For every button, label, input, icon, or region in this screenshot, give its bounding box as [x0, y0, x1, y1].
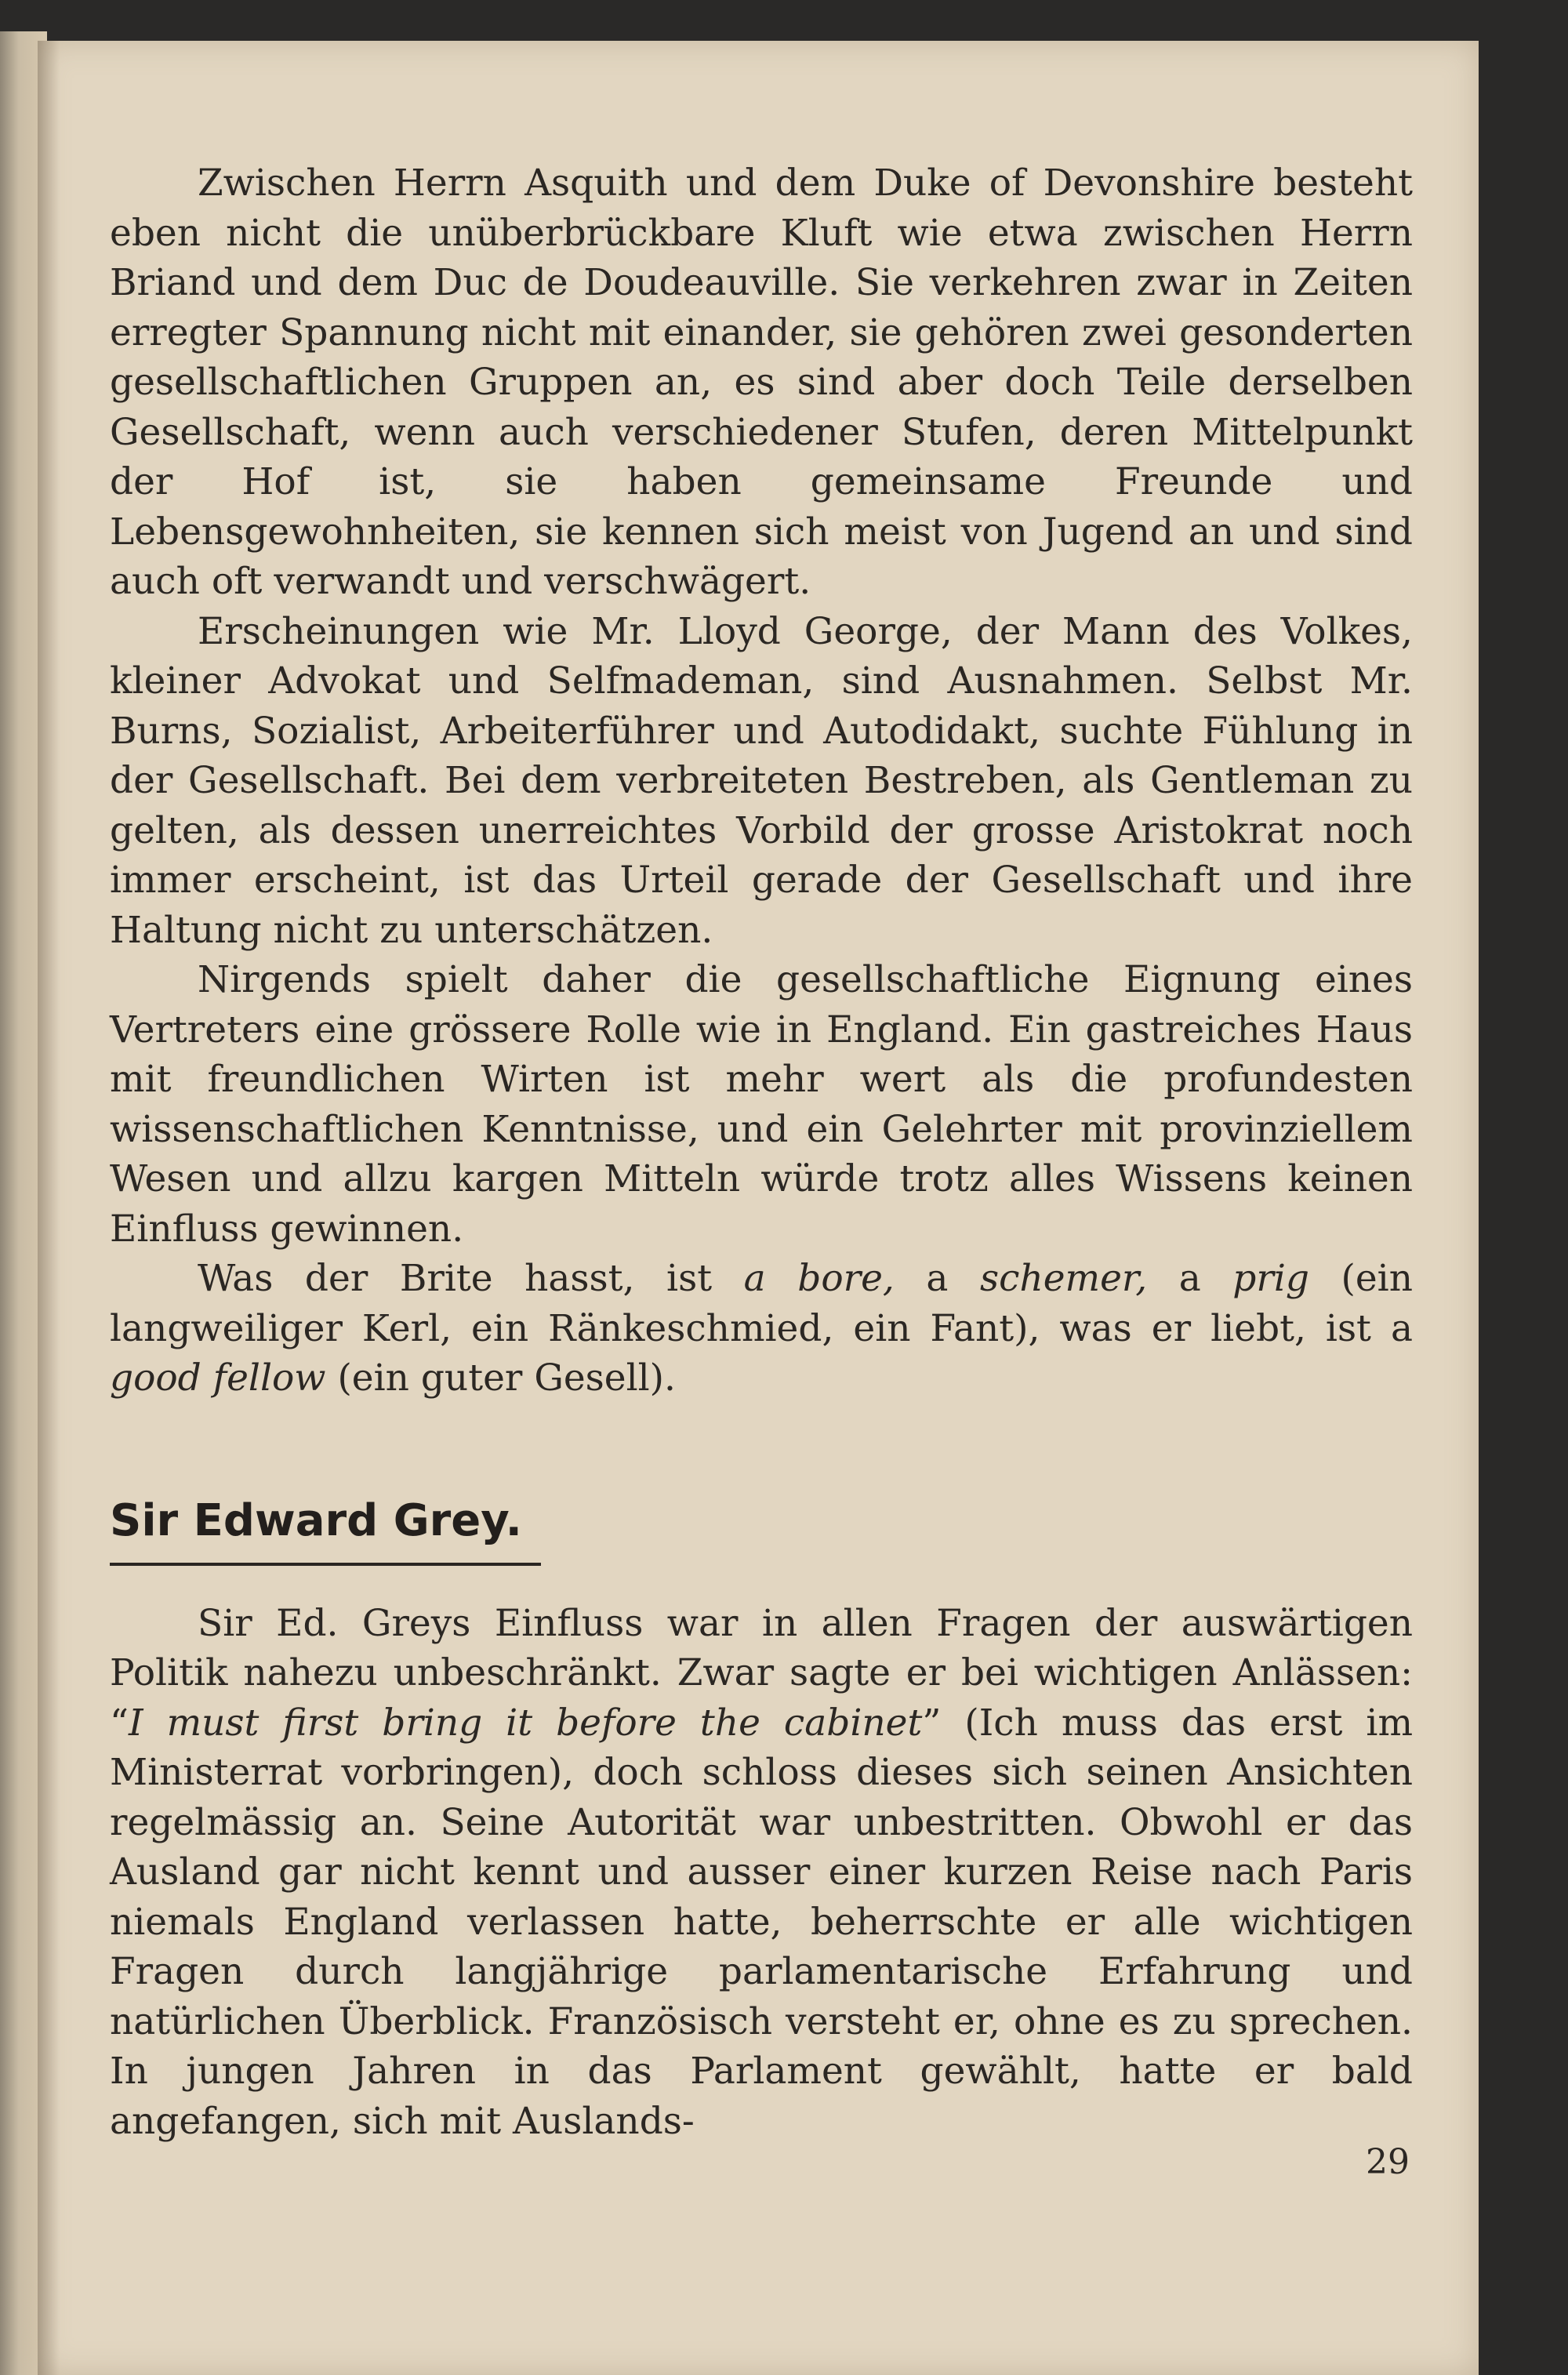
text-run: ” (Ich muss das erst im Ministerrat vorbringen), doch schloss dieses sich seinen Ansichten regelmässig an. Seine Autorität war unbestritten. Obwohl er das Ausland gar nicht kennt und ausser einer kurzen Reise nach Paris niemals England verlassen hatte, beherrschte er alle wichtigen Fragen durch langjährige parlamentarische Erfahrung und natürlichen Überblick. Französisch versteht er, ohne es zu sprechen. In jungen Jahren in das Parlament gewählt, hatte er bald angefangen, sich mit Auslands- [110, 1701, 1414, 2143]
paragraph-1: Zwischen Herrn Asquith und dem Duke of Devonshire besteht eben nicht die unüberbrückbare Kluft wie etwa zwischen Herrn Briand und dem Duc de Doudeauville. Sie verkehren zwar in Zeiten erregter Spannung nicht mit einander, sie gehören zwei gesonderten gesellschaftlichen Gruppen an, es sind aber doch Teile derselben Gesellschaft, wenn auch verschiedener Stufen, deren Mittelpunkt der Hof ist, sie haben gemeinsame Freunde und Lebensgewohnheiten, sie kennen sich meist von Jugend an und sind auch oft verwandt und verschwägert. [110, 162, 1413, 603]
page-text [110, 158, 1413, 2146]
paragraph-5 [110, 1599, 1413, 2147]
paragraph-2: Erscheinungen wie Mr. Lloyd George, der Mann des Volkes, kleiner Advokat und Selfmademan, sind Ausnahmen. Selbst Mr. Burns, Sozialist, Arbeiterführer und Autodidakt, suchte Fühlung in der Gesellschaft. Bei dem verbreiteten Bestreben, als Gentleman zu gelten, als dessen unerreichtes Vorbild der grosse Aristokrat noch immer erscheint, ist das Urteil gerade der Gesellschaft und ihre Haltung nicht zu unterschätzen. [110, 609, 1413, 952]
section-heading: Sir Edward Grey. [110, 1494, 522, 1546]
page-gutter-shadow [38, 41, 60, 2375]
page-number: 29 [1366, 2142, 1410, 2182]
italic-term: a bore, [743, 1257, 895, 1300]
text-run: (ein langweiliger Kerl, ein Ränkeschmied, ein Fant), was er liebt, ist a [110, 1257, 1413, 1350]
text-run: a [1147, 1257, 1233, 1300]
italic-term: schemer, [980, 1257, 1148, 1300]
paragraph-3: Nirgends spielt daher die gesellschaftliche Eignung eines Vertreters eine grössere Rolle wie in England. Ein gastreiches Haus mit freundlichen Wirten ist mehr wert als die profundesten wissenschaftlichen Kenntnisse, und ein Gelehrter mit provinziellem Wesen und allzu kargen Mitteln würde trotz alles Wissens keinen Einfluss gewinnen. [110, 958, 1413, 1251]
text-run: Sir Ed. Greys Einfluss war in allen Fragen der auswärtigen Politik nahezu unbeschränkt. Zwar sagte er bei wichtigen Anlässen: “ [110, 1601, 1413, 1745]
italic-term: good fellow [110, 1356, 326, 1400]
paragraph-4 [110, 1254, 1413, 1404]
text-run: a [894, 1257, 980, 1300]
heading-underline [110, 1563, 541, 1566]
italic-quote: I must first bring it before the cabinet [129, 1701, 923, 1745]
italic-term: prig [1232, 1257, 1309, 1300]
book-page [38, 41, 1479, 2375]
text-run: (ein guter Gesell). [325, 1356, 676, 1400]
text-run: Was der Brite hasst, ist [198, 1257, 744, 1300]
